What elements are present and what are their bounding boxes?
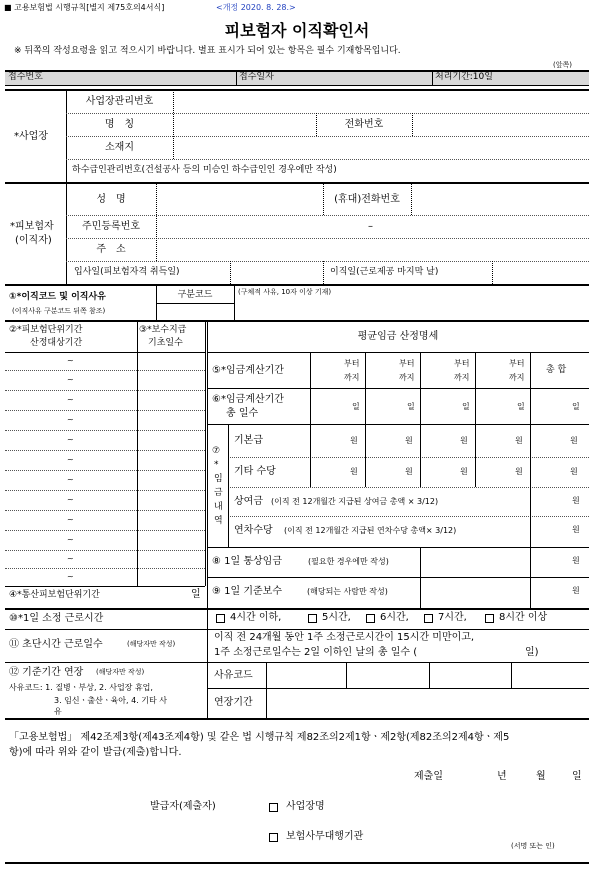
- other-allowance-field-1[interactable]: [312, 459, 348, 485]
- extension-codes-line3: 유: [54, 707, 62, 716]
- calc-period-label: ⑤*임금계산기간: [212, 365, 284, 376]
- leave-date-field[interactable]: [494, 263, 587, 283]
- category-code-label: 구분코드: [177, 290, 213, 300]
- insured-name-label: 성 명: [96, 194, 126, 205]
- ordinary-wage-field[interactable]: [422, 549, 568, 575]
- base-pay-field-5[interactable]: [532, 428, 568, 454]
- period-to-label: 까지: [509, 373, 525, 382]
- bonus-label: 상여금: [234, 496, 263, 507]
- ordinary-wage-won: 원: [572, 556, 580, 565]
- page-side: (앞쪽): [553, 61, 572, 69]
- period-tilde: ~: [67, 572, 74, 581]
- wage-detail-char: *: [214, 460, 219, 470]
- hours-option-label: 8시간 이상: [499, 612, 548, 623]
- pay-days-field[interactable]: [139, 551, 203, 567]
- hire-date-label: 입사일(피보험자격 취득일): [74, 267, 180, 277]
- period-range-field[interactable]: [7, 391, 135, 409]
- category-code-field[interactable]: [158, 305, 232, 319]
- period-tilde: ~: [67, 375, 74, 384]
- hours-option-label: 6시간,: [380, 612, 409, 623]
- workplace-phone-field[interactable]: [414, 114, 587, 134]
- submit-year: 년: [497, 771, 507, 782]
- leave-date-label: 이직일(근로제공 마지막 날): [330, 267, 439, 277]
- legal-statement-line1: 「고용보험법」 제42조제3항(제43조제4항) 및 같은 법 시행규칙 제82조의2제1항ㆍ제2항(제82조의2제4항ㆍ제5: [9, 732, 510, 743]
- page-title: 피보험자 이직확인서: [224, 21, 370, 40]
- annual-leave-label: 연차수당: [234, 525, 273, 536]
- workplace-address-label: 소재지: [105, 142, 134, 153]
- period-tilde: ~: [67, 395, 74, 404]
- average-wage-title: 평균임금 산정명세: [357, 331, 439, 342]
- calc-period-field-4[interactable]: [477, 354, 507, 386]
- insured-period-header: ②*피보험단위기간: [9, 325, 83, 335]
- extension-codes-line2: 3. 임신ㆍ출산ㆍ육아, 4. 기타 사: [54, 696, 167, 705]
- workplace-section-label: *사업장: [14, 131, 48, 142]
- period-tilde: ~: [67, 415, 74, 424]
- extension-code-field-2[interactable]: [348, 665, 427, 686]
- legal-statement-line2: 항)에 따라 위와 같이 발급(제출)합니다.: [9, 747, 182, 758]
- base-pay-won: 원: [460, 436, 468, 445]
- period-tilde: ~: [67, 475, 74, 484]
- wage-detail-char: 임: [214, 474, 223, 484]
- pay-days-field[interactable]: [139, 391, 203, 409]
- total-days-unit: 일: [352, 402, 360, 411]
- pay-days-header: ③*보수지급: [139, 325, 187, 335]
- wage-detail-char: 역: [214, 516, 223, 526]
- period-range-field[interactable]: [7, 353, 135, 369]
- hours-option-checkbox-4[interactable]: [424, 614, 433, 623]
- hours-option-label: 4시간 이하,: [230, 612, 282, 623]
- base-pay-won: 원: [570, 436, 578, 445]
- pay-days-field[interactable]: [139, 431, 203, 449]
- total-days-unit: 일: [407, 402, 415, 411]
- other-allowance-label: 기타 수당: [234, 466, 276, 477]
- base-pay-won: 원: [515, 436, 523, 445]
- extension-label: ⑫ 기준기간 연장: [9, 667, 84, 678]
- pay-days-field[interactable]: [139, 411, 203, 429]
- submit-date-label: 제출일: [414, 771, 443, 782]
- base-pay-label: 기본급: [234, 435, 263, 446]
- other-allowance-won: 원: [405, 467, 413, 476]
- workplace-checkbox[interactable]: [269, 803, 278, 812]
- bonus-won: 원: [572, 496, 580, 505]
- processing-period: 처리기간:10일: [435, 72, 493, 82]
- total-days-sublabel: 총 일수: [226, 408, 259, 419]
- bonus-field[interactable]: [532, 489, 568, 514]
- pay-days-field[interactable]: [139, 371, 203, 389]
- other-allowance-field-2[interactable]: [367, 459, 403, 485]
- period-tilde: ~: [67, 455, 74, 464]
- insured-section-sublabel: (이직자): [15, 235, 52, 246]
- submit-month: 월: [536, 771, 546, 782]
- reason-detail-hint: (구체적 사유, 10자 이상 기재): [238, 288, 332, 296]
- issuer-label: 발급자(제출자): [150, 801, 216, 812]
- base-pay-field-3[interactable]: [422, 428, 458, 454]
- base-pay-field-2[interactable]: [367, 428, 403, 454]
- revision-date: <개정 2020. 8. 28.>: [216, 3, 296, 12]
- extension-code-field-1[interactable]: [268, 665, 344, 686]
- pay-days-field[interactable]: [139, 471, 203, 489]
- reason-code-label: ①*이직코드 및 이직사유: [9, 292, 106, 302]
- workplace-option-label: 사업장명: [286, 801, 325, 812]
- period-range-field[interactable]: [7, 431, 135, 449]
- total-days-unit: 일: [517, 402, 525, 411]
- period-range-field[interactable]: [7, 471, 135, 489]
- wage-detail-char: 금: [214, 488, 223, 498]
- extension-period-field[interactable]: [268, 690, 587, 716]
- extension-period-label: 연장기간: [214, 697, 253, 708]
- period-tilde: ~: [67, 356, 74, 365]
- annual-leave-field[interactable]: [532, 518, 568, 545]
- annual-leave-note: (이직 전 12개월간 지급된 연차수당 총액× 3/12): [284, 526, 457, 535]
- base-pay-field-1[interactable]: [312, 428, 348, 454]
- short-hours-days-field[interactable]: [483, 646, 523, 659]
- other-allowance-won: 원: [515, 467, 523, 476]
- subcontractor-label: 하수급인관리번호(건설공사 등의 미승인 하수급인인 경우에만 작성): [72, 165, 337, 175]
- period-range-field[interactable]: [7, 569, 135, 585]
- insured-period-subheader: 산정대상기간: [30, 338, 83, 348]
- base-pay-won: 원: [405, 436, 413, 445]
- rrn-label: 주민등록번호: [82, 221, 140, 232]
- annual-leave-won: 원: [572, 525, 580, 534]
- short-hours-text2-end: 일): [525, 647, 539, 658]
- short-hours-note: (해당자만 작성): [127, 640, 176, 648]
- workplace-name-label: 명 칭: [104, 119, 135, 130]
- total-days-unit: 일: [462, 402, 470, 411]
- hours-option-checkbox-5[interactable]: [485, 614, 494, 623]
- insured-mobile-label: (휴대)전화번호: [334, 194, 400, 205]
- working-hours-label: ⑩*1일 소정 근로시간: [9, 613, 104, 624]
- pay-days-field[interactable]: [139, 353, 203, 369]
- period-range-field[interactable]: [7, 491, 135, 509]
- instructions-notice: ※ 뒤쪽의 작성요령을 읽고 적으시기 바랍니다. 별표 표시가 되어 있는 항목은 필수 기재항목입니다.: [14, 46, 401, 56]
- period-range-field[interactable]: [7, 371, 135, 389]
- other-allowance-field-3[interactable]: [422, 459, 458, 485]
- workplace-address-field[interactable]: [175, 137, 587, 157]
- pay-days-subheader: 기초일수: [148, 338, 183, 348]
- total-days-field-5[interactable]: [532, 390, 570, 422]
- workplace-name-field[interactable]: [175, 114, 314, 134]
- receipt-number: 접수번호: [8, 72, 43, 82]
- total-days-field-3[interactable]: [422, 390, 460, 422]
- wage-detail-number: ⑦: [212, 446, 221, 456]
- total-days-field-1[interactable]: [312, 390, 350, 422]
- wage-detail-char: 내: [214, 502, 223, 512]
- pay-days-field[interactable]: [139, 569, 203, 585]
- period-tilde: ~: [67, 435, 74, 444]
- short-hours-text2: 1주 소정근로일수는 2일 이하인 날의 총 일수 (: [214, 647, 418, 658]
- total-period-label: ④*통산피보험단위기간: [9, 590, 100, 600]
- receipt-row: [5, 70, 589, 85]
- calc-period-field-3[interactable]: [422, 354, 452, 386]
- mgmt-number-field[interactable]: [175, 91, 587, 111]
- pay-days-field[interactable]: [139, 531, 203, 549]
- total-days-field-2[interactable]: [367, 390, 405, 422]
- base-pay-won: 원: [350, 436, 358, 445]
- period-to-label: 까지: [344, 373, 360, 382]
- hours-option-label: 5시간,: [322, 612, 351, 623]
- standard-pay-won: 원: [572, 586, 580, 595]
- insured-address-label: 주 소: [96, 244, 126, 255]
- period-tilde: ~: [67, 515, 74, 524]
- period-range-field[interactable]: [7, 551, 135, 567]
- hours-option-checkbox-1[interactable]: [216, 614, 225, 623]
- period-to-label: 까지: [454, 373, 470, 382]
- workplace-phone-label: 전화번호: [344, 119, 384, 130]
- period-from-label: 부터: [509, 359, 525, 368]
- submit-day: 일: [572, 771, 582, 782]
- total-days-label: ⑥*임금계산기간: [212, 394, 284, 405]
- bonus-note: (이직 전 12개월간 지급된 상여금 총액 × 3/12): [271, 497, 439, 506]
- insured-mobile-field[interactable]: [413, 186, 587, 213]
- period-tilde: ~: [67, 495, 74, 504]
- receipt-date: 접수일자: [239, 72, 274, 82]
- period-tilde: ~: [67, 554, 74, 563]
- pay-days-field[interactable]: [139, 511, 203, 529]
- calc-total-label: 총 합: [546, 365, 567, 375]
- period-tilde: ~: [67, 535, 74, 544]
- calc-period-field-2[interactable]: [367, 354, 397, 386]
- period-from-label: 부터: [344, 359, 360, 368]
- other-allowance-field-5[interactable]: [532, 459, 568, 485]
- hours-option-label: 7시간,: [438, 612, 467, 623]
- extension-code-field-4[interactable]: [513, 665, 587, 686]
- short-hours-text1: 이직 전 24개월 동안 1주 소정근로시간이 15시간 미만이고,: [214, 632, 475, 643]
- short-hours-label: ⑪ 초단시간 근로일수: [9, 639, 103, 650]
- standard-pay-note: (해당되는 사람만 작성): [307, 587, 388, 596]
- period-from-label: 부터: [454, 359, 470, 368]
- other-allowance-won: 원: [570, 467, 578, 476]
- ordinary-wage-note: (필요한 경우에만 작성): [308, 557, 389, 566]
- hours-option-checkbox-2[interactable]: [308, 614, 317, 623]
- calc-period-field-1[interactable]: [312, 354, 342, 386]
- standard-pay-label: ⑨ 1일 기준보수: [212, 586, 282, 597]
- signature-note: (서명 또는 인): [511, 842, 555, 850]
- period-from-label: 부터: [399, 359, 415, 368]
- agency-option-label: 보험사무대행기관: [286, 831, 364, 842]
- extension-note: (해당자만 작성): [96, 668, 145, 676]
- hours-option-checkbox-3[interactable]: [366, 614, 375, 623]
- base-pay-field-4[interactable]: [477, 428, 513, 454]
- period-range-field[interactable]: [7, 451, 135, 469]
- insured-section-label: *피보험자: [10, 221, 54, 232]
- agency-checkbox[interactable]: [269, 833, 278, 842]
- period-to-label: 까지: [399, 373, 415, 382]
- standard-pay-field[interactable]: [422, 579, 568, 606]
- extension-codes-line1: 사유코드: 1. 질병ㆍ부상, 2. 사업장 휴업,: [9, 683, 153, 692]
- law-reference: ■ 고용보험법 시행규칙[별지 제75호의4서식]: [4, 3, 165, 12]
- reason-detail-field[interactable]: [236, 300, 587, 319]
- reason-code-cell-label: 사유코드: [214, 670, 253, 681]
- pay-days-field[interactable]: [139, 451, 203, 469]
- extension-code-field-3[interactable]: [431, 665, 509, 686]
- insured-address-field[interactable]: [158, 240, 587, 260]
- rrn-dash: –: [368, 221, 373, 232]
- total-days-field-4[interactable]: [477, 390, 515, 422]
- hire-date-field[interactable]: [232, 263, 321, 283]
- period-range-field[interactable]: [7, 411, 135, 429]
- reason-code-sublabel: (이직사유 구분코드 뒤쪽 참조): [12, 307, 106, 315]
- other-allowance-won: 원: [350, 467, 358, 476]
- mgmt-number-label: 사업장관리번호: [85, 96, 154, 107]
- total-days-unit: 일: [572, 402, 580, 411]
- period-range-field[interactable]: [7, 511, 135, 529]
- total-period-unit: 일: [191, 589, 201, 600]
- ordinary-wage-label: ⑧ 1일 통상임금: [212, 556, 282, 567]
- other-allowance-won: 원: [460, 467, 468, 476]
- other-allowance-field-4[interactable]: [477, 459, 513, 485]
- pay-days-field[interactable]: [139, 491, 203, 509]
- period-range-field[interactable]: [7, 531, 135, 549]
- insured-name-field[interactable]: [158, 186, 321, 213]
